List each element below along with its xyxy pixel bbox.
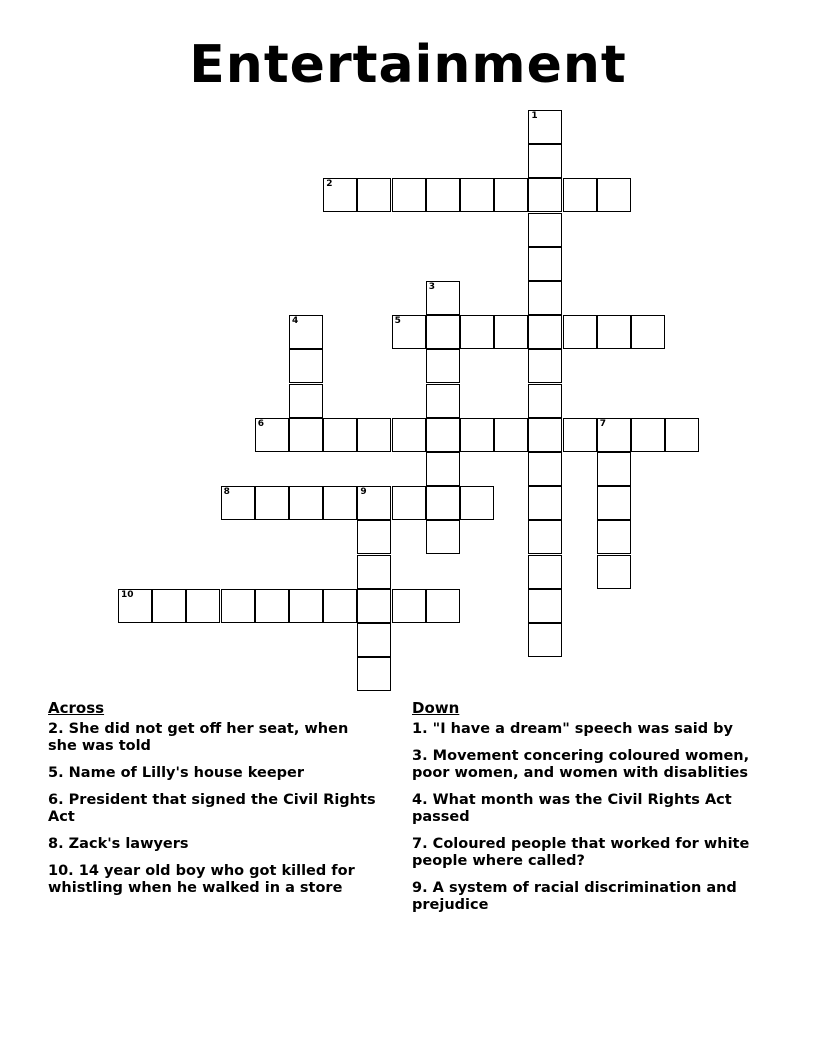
grid-cell[interactable]: [528, 418, 562, 452]
clue-down-1: [412, 721, 757, 738]
grid-cell[interactable]: [357, 178, 391, 212]
page-title: Entertainment: [189, 35, 627, 95]
grid-cell[interactable]: [528, 213, 562, 247]
grid-cell[interactable]: [289, 589, 323, 623]
grid-cell[interactable]: [357, 589, 391, 623]
clue-text: Coloured people that worked for white people where called?: [412, 836, 750, 869]
grid-cell[interactable]: [563, 418, 597, 452]
clue-down-9: [412, 880, 757, 914]
clue-number: 8.: [48, 836, 64, 852]
grid-cell[interactable]: [255, 589, 289, 623]
grid-cell[interactable]: [528, 349, 562, 383]
grid-cell[interactable]: [494, 418, 528, 452]
grid-cell[interactable]: [460, 486, 494, 520]
cell-number: 7: [599, 418, 607, 429]
grid-cell[interactable]: [631, 315, 665, 349]
grid-cell[interactable]: [460, 178, 494, 212]
grid-cell[interactable]: [255, 486, 289, 520]
cell-number: 6: [257, 418, 265, 429]
grid-cell[interactable]: [597, 315, 631, 349]
clue-number: 2.: [48, 721, 64, 737]
grid-cell[interactable]: [426, 520, 460, 554]
grid-cell[interactable]: [597, 452, 631, 486]
grid-cell[interactable]: [597, 520, 631, 554]
clue-across-2: [48, 721, 378, 755]
grid-cell[interactable]: [357, 657, 391, 691]
grid-cell[interactable]: [563, 315, 597, 349]
clue-number: 10.: [48, 863, 74, 879]
grid-cell[interactable]: [118, 589, 152, 623]
grid-cell[interactable]: [528, 589, 562, 623]
grid-cell[interactable]: [289, 315, 323, 349]
down-clues: [412, 700, 757, 924]
clue-text: Movement concering coloured women, poor women, and women with disablities: [412, 748, 750, 781]
grid-cell[interactable]: [597, 418, 631, 452]
down-heading: Down: [412, 699, 460, 717]
grid-cell[interactable]: [323, 418, 357, 452]
grid-cell[interactable]: [392, 418, 426, 452]
cell-number: 9: [360, 487, 367, 498]
grid-cell[interactable]: [152, 589, 186, 623]
clue-text: She did not get off her seat, when she was told: [48, 721, 349, 754]
clue-number: 6.: [48, 792, 64, 808]
clue-across-5: [48, 765, 378, 782]
grid-cell[interactable]: [426, 452, 460, 486]
grid-cell[interactable]: [289, 349, 323, 383]
grid-cell[interactable]: [494, 315, 528, 349]
across-clues: [48, 700, 378, 907]
grid-cell[interactable]: [392, 178, 426, 212]
grid-cell[interactable]: [426, 384, 460, 418]
cell-number: 4: [292, 316, 299, 327]
clue-number: 3.: [412, 748, 428, 764]
grid-cell[interactable]: [528, 315, 562, 349]
grid-cell[interactable]: [323, 178, 357, 212]
grid-cell[interactable]: [357, 623, 391, 657]
grid-cell[interactable]: [460, 418, 494, 452]
grid-cell[interactable]: [563, 178, 597, 212]
clue-number: 4.: [412, 792, 428, 808]
clue-across-6: [48, 792, 378, 826]
grid-cell[interactable]: [289, 418, 323, 452]
grid-cell[interactable]: [528, 520, 562, 554]
grid-cell[interactable]: [426, 418, 460, 452]
clue-number: 9.: [412, 880, 428, 896]
grid-cell[interactable]: [631, 418, 665, 452]
grid-cell[interactable]: [528, 178, 562, 212]
grid-cell[interactable]: [665, 418, 699, 452]
grid-cell[interactable]: [426, 589, 460, 623]
grid-cell[interactable]: [426, 486, 460, 520]
grid-cell[interactable]: [357, 418, 391, 452]
grid-cell[interactable]: [357, 486, 391, 520]
clue-text: What month was the Civil Rights Act passed: [412, 792, 732, 825]
grid-cell[interactable]: [528, 486, 562, 520]
grid-cell[interactable]: [426, 178, 460, 212]
grid-cell[interactable]: [528, 247, 562, 281]
grid-cell[interactable]: [392, 486, 426, 520]
grid-cell[interactable]: [357, 520, 391, 554]
grid-cell[interactable]: [528, 452, 562, 486]
grid-cell[interactable]: [426, 349, 460, 383]
grid-cell[interactable]: [289, 486, 323, 520]
grid-cell[interactable]: [597, 486, 631, 520]
grid-cell[interactable]: [186, 589, 220, 623]
grid-cell[interactable]: [597, 178, 631, 212]
grid-cell[interactable]: [357, 555, 391, 589]
clue-number: 1.: [412, 721, 428, 737]
cell-number: 10: [121, 589, 134, 600]
grid-cell[interactable]: [289, 384, 323, 418]
clue-text: President that signed the Civil Rights Act: [48, 792, 376, 825]
grid-cell[interactable]: [597, 555, 631, 589]
grid-cell[interactable]: [392, 589, 426, 623]
cell-number: 5: [394, 316, 401, 327]
clue-down-4: [412, 792, 757, 826]
clue-across-10: [48, 863, 378, 897]
clue-number: 7.: [412, 836, 428, 852]
grid-cell[interactable]: [221, 486, 255, 520]
cell-number: 8: [223, 487, 230, 498]
grid-cell[interactable]: [426, 281, 460, 315]
cell-number: 2: [326, 179, 333, 190]
grid-cell[interactable]: [528, 384, 562, 418]
grid-cell[interactable]: [221, 589, 255, 623]
clue-number: 5.: [48, 765, 64, 781]
grid-cell[interactable]: [528, 555, 562, 589]
grid-cell[interactable]: [426, 315, 460, 349]
grid-cell[interactable]: [392, 315, 426, 349]
clue-text: Name of Lilly's house keeper: [68, 765, 305, 781]
clue-across-8: [48, 836, 378, 853]
clue-down-7: [412, 836, 757, 870]
grid-cell[interactable]: [460, 315, 494, 349]
cell-number: 1: [531, 111, 538, 121]
grid-cell[interactable]: [528, 144, 562, 178]
grid-cell[interactable]: [323, 486, 357, 520]
clue-text: Zack's lawyers: [68, 836, 189, 852]
grid-cell[interactable]: [494, 178, 528, 212]
grid-cell[interactable]: [255, 418, 289, 452]
cell-number: 3: [428, 282, 436, 292]
grid-cell[interactable]: [528, 623, 562, 657]
grid-cell[interactable]: [323, 589, 357, 623]
clue-text: "I have a dream" speech was said by: [432, 721, 733, 737]
clue-text: 14 year old boy who got killed for whistling when he walked in a store: [48, 863, 355, 896]
clue-text: A system of racial discrimination and prejudice: [412, 880, 737, 913]
grid-cell[interactable]: [528, 110, 562, 144]
clue-down-3: [412, 748, 757, 782]
across-heading: Across: [48, 699, 105, 717]
grid-cell[interactable]: [528, 281, 562, 315]
